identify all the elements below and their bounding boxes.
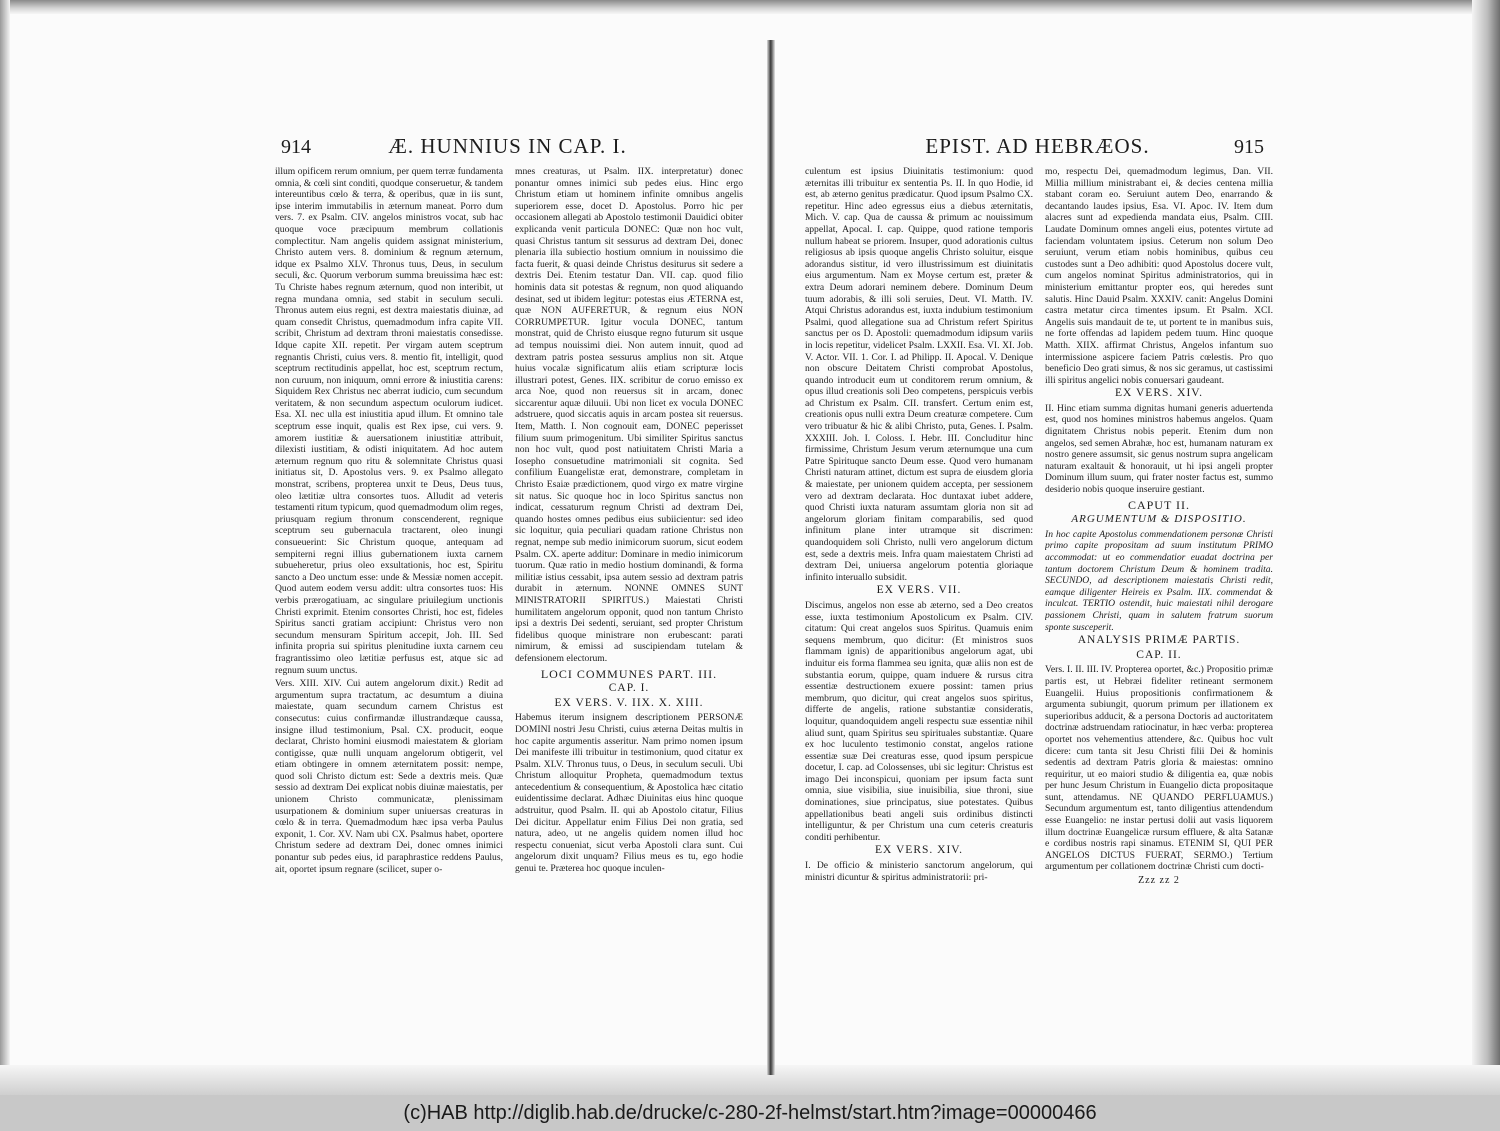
paragraph: illum opificem rerum omnium, per quem terræ fundamenta omnia, & cœli sint conditi, quodque conseruetur, & tandem intereuntibus cœlo & terra, & operibus, quæ in iis sunt, ipse interim immutabilis in æternum maneat. Porro dum vers. 7. ex Psalm. CIV. angelos ministros vocat, sub hac quoque voce præcipuum membrum collationis complectitur. Nam angelis quidem assignat ministerium, Christo autem vers. 8. dominium & regnum æternum, idque ex Psalmo XLV. Thronus tuus, Deus, in seculum seculi, &c. Quorum verborum summa breuissima hæc est: Tu Christe habes regnum æternum, quod non interibit, ut regna mundana omnia, sed stabit in seculum seculi. Thronus autem eius regni, est dextra maiestatis diuinæ, ad quam consedit Christus, quemadmodum infra capite VII. scribit, Christum ad dextram throni maiestatis consedisse. Idque capite XII. repetit. Per virgam autem sceptrum regnantis Christi, cuius vers. 8. mentio fit, intelligit, quod sceptrum rectitudinis appellat, hoc est, sceptrum rectum, non curuum, non iniquum, omni errore & iniustitia carens: Siquidem Rex Christus nec aberrat iudicio, cum secundum veritatem, & non secundum aspectum oculorum iudicet. Esa. XI. nec ulla est iniustitia apud illum. Et omnino tale sceptrum esse inquit, qualis est Rex ipse, cui vers. 9. amorem iustitiæ & auersationem iniustitiæ attribuit, dilexisti iustitiam, & odisti iniquitatem. Ad hoc autem æternum regnum quo ritu & solemnitate Christus quasi initiatus sit, D. Apostolus vers. 9. ex Psalmo allegato monstrat, scribens, propterea unxit te Deus, Deus tuus, oleo lætitiæ ultra consortes tuos. Alludit ad veteris testamenti ritum typicum, quod quemadmodum olim reges, priusquam regium thronum conscenderent, regnique sceptrum seu gubernacula tractarent, oleo inungi consueuerint: Sic Christum quoque, antequam ad sempiterni regni illius gubernationem iuxta carnem subueheretur, prius oleo exsultationis, hoc est, Spiritu sancto a Deo unctum esse: unde & Messiæ nomen accepit. Quod autem eodem versu addit: ultra consortes tuos: His verbis prærogatiuam, ac singulare priuilegium unctionis Christi exprimit. Etenim consortes Christi, hoc est, fideles Spiritus sancti gratiam accipiunt: Christus vero non secundum mensuram Spiritum accepit, Joh. III. Sed infinita propria sui spiritus plenitudine iuxta carnem ceu fragrantissimo oleo lætitiæ perfusus est, atque sic ad regnum suum unctus. [275,166,503,676]
paragraph: Habemus iterum insignem descriptionem PERSONÆ DOMINI nostri Jesu Christi, cuius æterna Deitas multis in hoc capite argumentis asseritur. Nam primo nomen ipsum Dei manifeste illi tribuitur in testimonium, quod citatur ex Psalm. XLV. Thronus tuus, o Deus, in seculum seculi. Ubi Christum alloquitur Propheta, quemadmodum textus antecedentium & consequentium, & Apostolica hæc citatio euidentissime declarat. Adhæc Diuinitas eius hinc quoque adstruitur, quod Psalm. II. qui ab Apostolo citatur, Filius Dei dicitur. Appellatur enim Filius Dei non gratia, sed natura, adeo, ut ne angelis quidem nomen illud hoc respectu conueniat, sicut verba Apostoli clara sunt. Cui angelorum dixit unquam? Filius meus es tu, ego hodie genui te. Præterea hoc quoque inculen- [515,712,743,875]
running-head-left: Æ. HUNNIUS IN CAP. I. [388,134,627,158]
right-page-columns [805,166,1273,1016]
verse-heading: EX VERS. XIV. [1115,387,1203,400]
verse-heading: EX VERS. VII. [876,584,962,597]
chapter-heading: CAPUT II. [1127,497,1191,512]
right-edge-shadow [1472,0,1500,1095]
book-gutter [767,40,775,1075]
paragraph: I. De officio & ministerio sanctorum angelorum, qui ministri dicuntur & spiritus administratorii: pri- [805,860,1033,883]
citation-bar: (c)HAB http://diglib.hab.de/drucke/c-280-2f-helmst/start.htm?image=00000466 [0,1095,1500,1131]
left-column-1 [275,166,503,1016]
left-column-2 [515,166,743,1016]
analysis-heading: ANALYSIS PRIMÆ PARTIS. [1077,634,1241,647]
paragraph: culentum est ipsius Diuinitatis testimonium: quod æternitas illi tribuitur ex sententia Ps. II. In quo Hodie, id est, ab æterno genitus prædicatur. Quod ipsum Psalmo CX. repetitur. Hinc adeo egressus eius a diebus æternitatis, Mich. V. cap. Qua de caussa & primum ac nouissimum appellat, Apocal. I. cap. Quippe, quod ratione temporis nullum habeat se priorem. Insuper, quod adorationis cultus religiosus ab ipsis quoque angelis Christo soluitur, eisque adorandus sistitur, id vero illustrissimum est diuinitatis eius argumentum. Nam ex Moyse certum est, præter & extra Deum adorari neminem debere. Dominum Deum tuum adorabis, & illi soli seruies, Deut. VI. Matth. IV. Atqui Christus adorandus est, iuxta indubium testimonium Psalmi, quod allegatione sua ad Christum refert Spiritus sanctus per os D. Apostoli: quemadmodum idipsum variis in locis repetitur, videlicet Psalm. LXXII. Esa. VI. XI. Job. V. Actor. VII. 1. Cor. I. ad Philipp. II. Apocal. V. Denique non obscure Deitatem Christi comprobat Apostolus, quando introducit eum ut conditorem rerum omnium, & opus illud creationis soli Deo competens, perspicuis verbis ad Christum ex Psalm. CII. transfert. Certum enim est, creationis opus nulli extra Deum creaturæ competere. Cum vero tribuatur & hic & alibi Christo, puta, Genes. I. Psalm. XXXIII. Joh. I. Coloss. I. Hebr. III. Concluditur hinc firmissime, Christum Jesum verum æternumque una cum Patre Spirituque sancto Deum esse. Quod vero humanam Christi naturam attinet, dictum est supra de eiusdem gloria & maiestate, per unionem quidem accepta, per sessionem vero ad dextram declarata. Hoc duntaxat iubet addere, quod Christi iuxta naturam assumtam gloria non sit ad angelorum gloriam finitam comparabilis, sed quod infinitum plane inter utramque sit discrimen: quandoquidem soli Christo, nulli vero angelorum dictum est, sede a dextris meis. Infra quam maiestatem Christi ad dextram Dei, uniuersa angelorum potentia gloriaque infinito interuallo subsidit. [805,166,1033,583]
left-edge-shadow [0,0,10,1095]
bottom-shadow [0,1065,1500,1095]
paragraph: Discimus, angelos non esse ab æterno, sed a Deo creatos esse, iuxta testimonium Apostolicum ex Psalm. CIV. citatum: Qui creat angelos suos Spiritus. Quamuis enim sequens membrum, quo dicitur: (Et ministros suos flammam ignis) de apparitionibus angelorum agat, ubi induitur eis forma flammea seu ignita, quæ aliis non est de substantia eorum, quippe, quam induere & rursus citra essentiæ destructionem exuere possint: tamen prius membrum, quo dicitur, qui creat angelos suos spiritus, differte de angelis, ratione substantiæ consideratis, loquitur, quandoquidem angeli respectu suæ essentiæ nihil aliud sunt, quam Spiritus seu spirituales substantiæ. Quare ex hoc luculento testimonio constat, angelos ratione essentiæ suæ Dei creaturas esse, quod ipsum perspicue docetur, I. cap. ad Colossenses, ubi sic legitur: Christus est imago Dei inconspicui, quoniam per ipsum facta sunt omnia, siue visibilia, siue inuisibilia, siue throni, siue dominationes, siue principatus, siue potestates. Quibus appellationibus beati angeli suis ordinibus distincti intelliguntur, & per Christum una cum ceteris creaturis conditi perhibentur. [805,599,1033,843]
right-page-header [805,130,1270,166]
section-heading: LOCI COMMUNES PART. III. [540,666,718,681]
verse-heading: EX VERS. V. IIX. X. XIII. [554,696,704,709]
left-page [275,130,743,1016]
paragraph: II. Hinc etiam summa dignitas humani generis aduertenda est, quod nos homines ministros habemus angelos. Quam dignitatem Christus nobis peperit. Etenim dum non angelos, sed semen Abrahæ, hoc est, humanam naturam ex nostro genere assumsit, sic genus nostrum supra angelicam naturam exaltauit & honorauit, ut hi ipsi angeli propter Dominum illum suum, qui frater noster factus est, summo desiderio nobis quoque inseruire gestiant. [1045,402,1273,496]
verse-heading: EX VERS. XIV. [875,844,963,857]
paragraph: mnes creaturas, ut Psalm. IIX. interpretatur) donec ponantur omnes inimici sub pedes eius. Hinc ergo Christum etiam ut hominem infinite omnibus angelis superiorem esse, docet D. Apostolus. Porro hic per occasionem allegati ab Apostolo testimonii Dauidici obiter explicanda venit particula DONEC: Quæ non hoc vult, quasi Christus tantum sit sessurus ad dextram Dei, donec plenaria illa subiectio hostium omnium in nouissimo die facta fuerit, & quasi deinde Christus desiturus sit sedere a dextris Dei. Etenim testatur Dan. VII. cap. quod filio hominis data sit potestas & regnum, non quod aliquando desinat, sed ut ibidem legitur: potestas eius ÆTERNA est, quæ NON AUFERETUR, & regnum eius NON CORRUMPETUR. Igitur vocula DONEC, tantum monstrat, quid de Christo eiusque regno futurum sit usque ad tempus nouissimi diei. Non autem innuit, quod ad dextram patris postea sessurus amplius non sit. Atque huius vocalæ significatum aliis etiam scripturæ locis illustrari potest, Genes. IIX. scribitur de coruo emisso ex arca Noe, quod non reuersus sit in arcam, donec siccarentur aquæ diluuii. Ubi non licet ex vocula DONEC adstruere, quod siccatis aquis in arcam postea sit reuersus. Item, Matth. I. Non cognouit eam, DONEC peperisset filium suum primogenitum. Ubi similiter Spiritus sanctus non hoc vult, quod post natiuitatem Christi Maria a Iosepho consuetudine matrimoniali sit cognita. Sed confilium Euangelistæ erat, demonstrare, completam in Christo Esaiæ prædictionem, quod virgo ex matre virgine sit natus. Sic quoque hoc in loco Spiritus sanctus non indicat, cessaturum regnum Christi ad dextram Dei, quando hostes omnes pedibus eius subiicientur: sed ideo sic loquitur, quia peculiari quadam ratione Christus non regnat, nempe sub medio inimicorum suorum, sicut eodem Psalm. CX. aperte additur: Dominare in medio inimicorum tuorum. Quæ ratio in medio hostium dominandi, & forma militiæ istius cessabit, ipsa autem sessio ad dextram patris durabit in æternum. NONNE OMNES SUNT MINISTRATORII SPIRITUS.) Maiestati Christi humilitatem angelorum opponit, quod non tantum Christo ipsi a dextris Dei sedenti, seruiant, sed propter Christum fidelibus quoque ministrare non erubescant: parati nimirum, & emissi ad suscipiendam tutelam & defensionem electorum. [515,166,743,664]
paragraph: In hoc capite Apostolus commendationem personæ Christi primo capite propositam ad suum institutum PRIMO accommodat: ut eo commendatior euadat doctrina per tantum doctorem Christum Deum & hominem tradita. SECUNDO, ad descriptionem maiestatis Christi redit, eamque diligenter Heireis ex Psalm. IIX. commendat & inculcat. TERTIO ostendit, huic maiestati nihil derogare passionem Christi, quam in salutem fratrum suorum sponte susceperit. [1045,528,1273,633]
top-shadow [0,0,1500,14]
running-head-right: EPIST. AD HEBRÆOS. [925,134,1150,158]
chapter-heading: CAP. I. [608,682,650,695]
argument-heading: ARGUMENTUM & DISPOSITIO. [1071,513,1247,526]
paragraph: mo, respectu Dei, quemadmodum legimus, Dan. VII. Millia millium ministrabant ei, & decies centena millia stabant coram eo. Seruiunt autem Deo, enarrando & decantando laudes ipsius, Esa. VI. Apoc. IV. Item dum alacres sunt ad expedienda mandata eius, Psalm. CIII. Laudate Dominum omnes angeli eius, potentes virtute ad faciendam voluntatem ipsius. Ceterum non solum Deo seruiunt, verum etiam nobis hominibus, quibus ceu custodes sunt a Deo adhibiti: quod Apostolus docere vult, cum angelos nominat Spiritus administratorios, qui in ministerium emittantur propter eos, qui heredes sunt salutis. Hinc Dauid Psalm. XXXIV. canit: Angelus Domini castra metatur circa timentes ipsum. Et Psalm. XCI. Angelis suis mandauit de te, ut portent te in manibus suis, ne forte offendas ad lapidem pedem tuum. Hinc quoque Matth. XIIX. affirmat Christus, Angelos infantum suo intermissione aspicere faciem Patris cœlestis. Pro quo beneficio Deo grati simus, & nos sic geramus, ut castissimi illi spiritus angelici nobis conuersari gaudeant. [1045,166,1273,386]
paragraph: Vers. I. II. III. IV. Propterea oportet, &c.) Propositio primæ partis est, ut Hebræi fideliter retineant sermonem Euangelii. Huius propositionis confirmationem & argumenta subiungit, quorum primum per illationem ex superioribus adducit, & a persona Doctoris ad auctoritatem doctrinæ adstruendam ratiocinatur, in hæc verba: propterea oportet nos vehementius attendere, &c. Quibus hoc vult dicere: cum tanta sit Jesu Christi filii Dei & hominis sedentis ad dextram Patris gloria & maiestas: omnino requiritur, ut eo maiori studio & diligentia ea, quæ nobis per hunc Jesum Christum in Euangelio dicta propositaque sunt, attendamus. NE QUANDO PERFLUAMUS.) Secundum argumentum est, tanto diligentius attendendum esse Euangelio: ne instar pertusi dolii aut vasis liquorem illum doctrinæ Euangelicæ rursum effluere, & alta Satanæ e cordibus nostris rapi sinamus. ETENIM SI, QUI PER ANGELOS DICTUS FUERAT, SERMO.) Tertium argumentum per collationem doctrinæ Christi cum docti- [1045,664,1273,873]
right-page [805,130,1273,1016]
left-page-columns [275,166,743,1016]
right-column-1 [805,166,1033,1016]
left-page-header [275,130,740,166]
signature-mark: Zzz zz 2 [1138,875,1180,887]
page-number-right: 915 [1234,136,1264,158]
chapter-subheading: CAP. II. [1136,648,1182,661]
paragraph: Vers. XIII. XIV. Cui autem angelorum dixit.) Redit ad argumentum supra tractatum, ac desumtum a diuina maiestate, quam secundum carnem Christus est consecutus: cuius confirmandæ illustrandæque caussa, insigne illud testimonium, Psal. CX. producit, eoque declarat, Christo homini eiusmodi maiestatem & gloriam contigisse, quæ nulli unquam angelorum obtigerit, vel etiam obtingere in omnem æternitatem possit: nempe, quod soli Christo dictum est: Sede a dextris meis. Quæ sessio ad dextram Dei explicat nobis diuinæ maiestatis, per unionem Christo communicatæ, plenissimam usurpationem & dominium super uniuersas creaturas in cœlo & in terra. Quemadmodum hæc ipsa verba Paulus exponit, 1. Cor. XV. Nam ubi CX. Psalmus habet, oportere Christum sedere ad dextram Dei, donec omnes inimici ponantur sub pedes eius, id paraphrastice reddens Paulus, ait, oportet ipsum regnare (scilicet, super o- [275,678,503,875]
page-number-left: 914 [281,136,311,158]
right-column-2 [1045,166,1273,1016]
